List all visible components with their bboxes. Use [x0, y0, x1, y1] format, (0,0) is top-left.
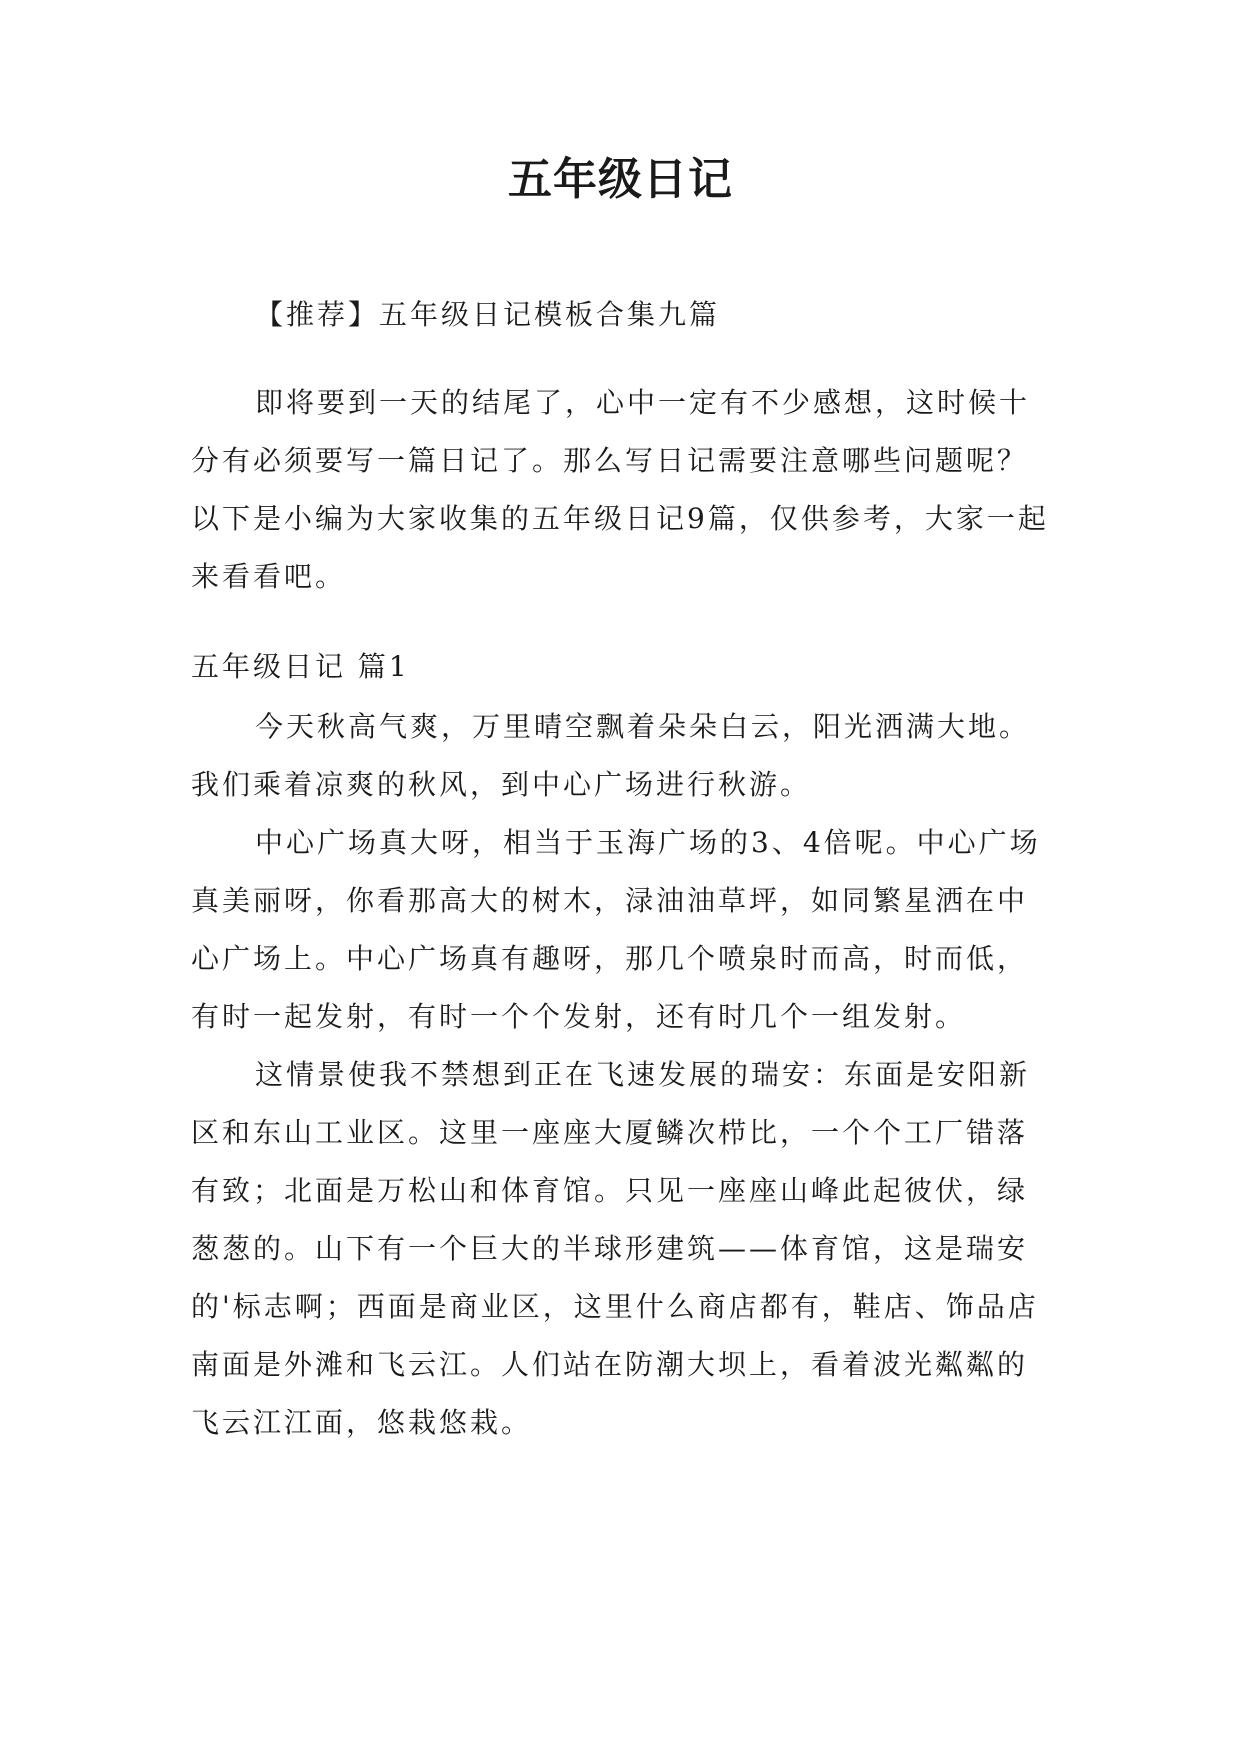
section-heading: 五年级日记 篇1: [191, 650, 410, 683]
subtitle: 【推荐】五年级日记模板合集九篇: [255, 298, 721, 331]
body-paragraph: 中心广场真大呀，相当于玉海广场的3、4倍呢。中心广场真美丽呀，你看那高大的树木，渌油油草坪，如同繁星洒在中心广场上。中心广场真有趣呀，那几个喷泉时而高，时而低，有时一起发射，有时一个个发射，还有时几个一组发射。: [191, 826, 1041, 1033]
intro-paragraph: 即将要到一天的结尾了，心中一定有不少感想，这时候十分有必须要写一篇日记了。那么写日记需要注意哪些问题呢？以下是小编为大家收集的五年级日记9篇，仅供参考，大家一起来看看吧。: [191, 386, 1049, 593]
page-title: 五年级日记: [508, 154, 733, 205]
body-paragraph: 这情景使我不禁想到正在飞速发展的瑞安：东面是安阳新区和东山工业区。这里一座座大厦鳞次栉比，一个个工厂错落有致；北面是万松山和体育馆。只见一座座山峰此起彼伏，绿葱葱的。山下有一个巨大的半球形建筑——体育馆，这是瑞安的'标志啊；西面是商业区，这里什么商店都有，鞋店、饰品店南面是外滩和飞云江。人们站在防潮大坝上，看着波光粼粼的飞云江江面，悠栽悠栽。: [191, 1058, 1039, 1439]
document-body: [191, 286, 1051, 1452]
body-paragraph: 今天秋高气爽，万里晴空飘着朵朵白云，阳光洒满大地。我们乘着凉爽的秋风，到中心广场进行秋游。: [191, 710, 1031, 801]
